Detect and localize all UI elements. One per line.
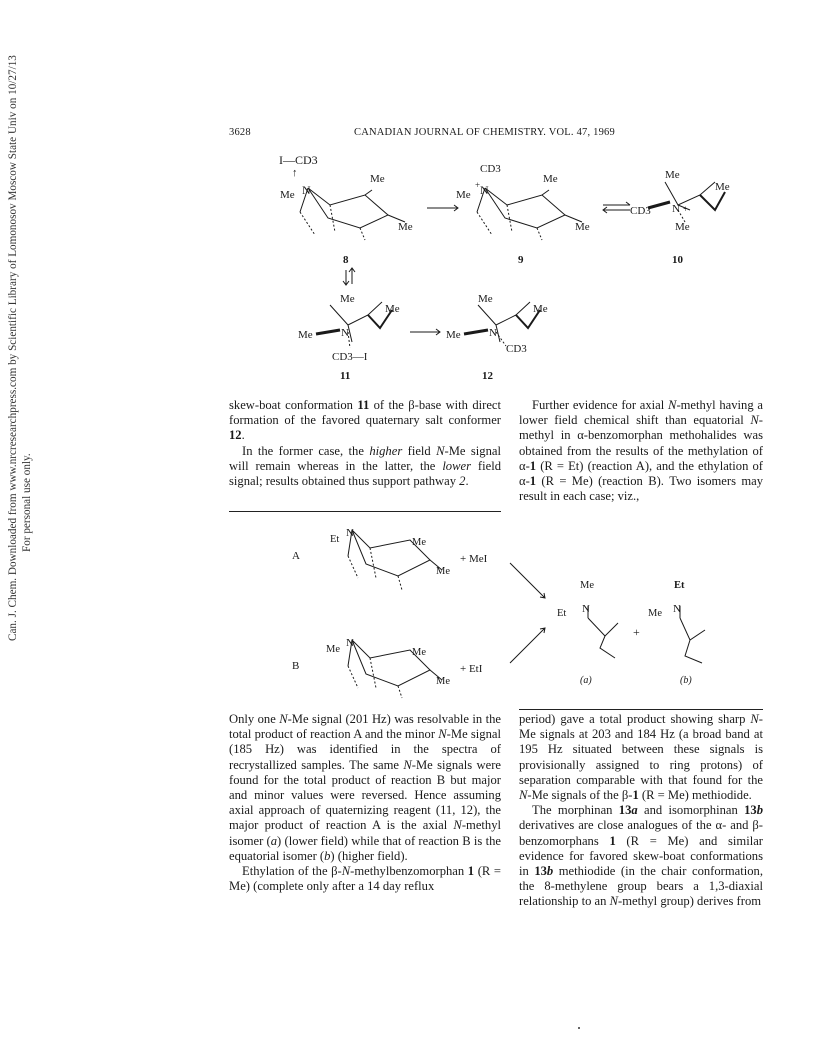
- product-a-label: (a): [580, 675, 592, 686]
- right-col-2-p2-run-1: 13: [618, 803, 632, 818]
- left-col-1-p2-run-8: .: [465, 474, 469, 489]
- label-n-8: N: [302, 183, 311, 197]
- left-top-p1: [229, 398, 501, 444]
- left-col-2-p1-run-2: -Me signal (201 Hz) was resolvable in the total product of reaction A and the minor: [229, 712, 501, 742]
- left-column-top: [229, 398, 501, 489]
- right-col-2-p2-run-5: b: [756, 803, 763, 818]
- label-me-9: Me: [456, 189, 471, 201]
- left-col-2-p2-run-4: (R = Me) (complete only after a 14 day reflux: [229, 864, 501, 894]
- label-me-a2: Me: [436, 566, 450, 577]
- label-plus-eti: + EtI: [460, 663, 483, 675]
- label-me-a1: Me: [412, 537, 426, 548]
- right-col-2-p2-run-0: The morphinan: [532, 803, 619, 818]
- right-col-1-p1-run-3: N: [750, 413, 759, 428]
- label-cd3-i-11: CD3—I: [332, 351, 368, 363]
- label-cd3-9: CD3: [480, 163, 501, 175]
- label-me-pa: Me: [580, 580, 594, 591]
- right-col-2-p1-run-2: -Me signals at 203 and 184 Hz (a broad band at 195 Hz situated between these signals is provisionally assigned to ring protons) of separation comparable with that found for the: [519, 712, 763, 787]
- right-col-1-p1-run-0: Further evidence for axial: [532, 398, 669, 412]
- left-col-1-p2-run-3: N: [436, 443, 445, 458]
- left-col-1-p2-run-2: field: [402, 443, 437, 458]
- label-me-10: Me: [665, 169, 680, 181]
- compound-10: 10: [672, 254, 683, 266]
- left-col-1-p2-run-0: In the former case, the: [242, 443, 370, 458]
- left-col-2-p1-run-9: a: [270, 833, 278, 848]
- watermark-svg: [2, 55, 46, 660]
- compound-12: 12: [482, 370, 493, 382]
- right-col-2-p1-run-4: -Me signals of the β-: [527, 788, 633, 803]
- label-cd3-10: CD3: [630, 205, 651, 217]
- right-col-2-p2-run-7: 1: [609, 833, 616, 848]
- label-me-8c: Me: [398, 221, 413, 233]
- label-et-a: Et: [330, 534, 340, 545]
- label-n-11: N: [341, 327, 349, 339]
- right-col-2-p2-run-8: (R = Me) and similar evidence for favored skew-boat conformations in: [519, 833, 763, 879]
- left-col-2-p2-run-3: 1: [467, 864, 475, 879]
- label-me-11b: Me: [385, 303, 400, 315]
- compound-11: 11: [340, 370, 351, 382]
- left-column-bottom: [229, 712, 501, 894]
- right-bottom-p1: [519, 712, 763, 803]
- label-et-pb: Et: [674, 580, 685, 591]
- left-col-2-p1-run-4: -Me signal (185 Hz) was identified in the spectra of recrystallized samples. The same: [229, 727, 501, 772]
- journal-title: CANADIAN JOURNAL OF CHEMISTRY. VOL. 47, 1969: [354, 127, 615, 138]
- right-col-2-p2-run-9: 13: [534, 864, 547, 879]
- compound-8: 8: [343, 254, 349, 266]
- left-col-2-p1-run-3: N: [438, 727, 447, 742]
- scheme-1-svg: [270, 150, 740, 385]
- right-top-p1: [519, 398, 763, 504]
- left-col-2-p1-run-5: N: [403, 757, 412, 772]
- right-col-1-p1-run-7: 1: [529, 474, 537, 489]
- right-col-2-p1-run-0: period) gave a total product showing sharp: [519, 712, 751, 726]
- label-n-pa: N: [582, 603, 590, 615]
- label-me-9b: Me: [543, 173, 558, 185]
- download-watermark: [2, 55, 46, 660]
- label-n-10: N: [672, 203, 680, 215]
- right-col-2-p2-run-10: b: [546, 864, 554, 879]
- left-bottom-p1: [229, 712, 501, 864]
- label-me-12: Me: [478, 293, 493, 305]
- right-col-1-p1-run-4: -methyl in α-benzomorphan methohalides was obtained from the results of the methylation of α-: [519, 413, 763, 473]
- label-plus-10: +: [683, 204, 689, 214]
- right-column-top: [519, 398, 763, 504]
- scheme-2-bottom-rule: [519, 709, 763, 710]
- label-plus-mei: + MeI: [460, 553, 488, 565]
- right-col-2-p2-run-12: N: [609, 894, 618, 909]
- left-col-2-p1-run-10: ) (lower field) while that of reaction B is the equatorial isomer (: [229, 833, 501, 863]
- right-col-1-p1-run-2: -methyl having a lower field chemical shift than equatorial: [519, 398, 763, 428]
- label-n-b: N: [346, 637, 354, 649]
- right-col-1-p1-run-6: (R = Et) (reaction A), and the ethylation of α-: [519, 458, 763, 489]
- compound-9: 9: [518, 254, 524, 266]
- left-col-1-p2-run-7: 2: [459, 474, 466, 489]
- label-plus-9: +: [475, 180, 481, 190]
- running-header: [229, 127, 769, 143]
- label-n-pb: N: [673, 603, 681, 615]
- label-up-arrow: ↑: [292, 167, 298, 179]
- label-me-8b: Me: [370, 173, 385, 185]
- label-me-10c: Me: [675, 221, 690, 233]
- left-col-1-p1-run-4: .: [241, 428, 245, 443]
- left-col-2-p1-run-8: -methyl isomer (: [229, 818, 501, 848]
- right-bottom-p2: [519, 803, 763, 909]
- label-cd3-12: CD3: [506, 343, 527, 355]
- left-col-1-p1-run-0: skew-boat conformation: [229, 398, 358, 412]
- right-col-1-p1-run-8: (R = Me) (reaction B). Two isomers may result in each case; viz.,: [519, 474, 763, 504]
- label-et-pa: Et: [557, 608, 567, 619]
- scheme-2-top-rule: [229, 511, 501, 512]
- left-col-1-p2-run-5: lower: [442, 458, 471, 473]
- right-col-1-p1-run-1: N: [668, 398, 677, 412]
- label-me-10b: Me: [715, 181, 730, 193]
- left-col-1-p2-run-4: -Me signal will remain whereas in the latter, the: [229, 443, 501, 473]
- right-col-2-p1-run-5: 1: [632, 788, 639, 803]
- left-col-1-p1-run-2: of the β-base with direct formation of the favored quaternary salt conformer: [229, 398, 501, 428]
- print-speck: [578, 1027, 580, 1029]
- left-col-2-p1-run-7: N: [453, 818, 462, 833]
- reaction-b-label: B: [292, 660, 300, 672]
- label-me-b2: Me: [436, 676, 450, 687]
- right-col-1-p1-run-5: 1: [529, 458, 537, 473]
- left-col-1-p1-run-3: 12: [229, 428, 242, 443]
- left-col-2-p1-run-1: N: [279, 712, 288, 726]
- label-n-a: N: [346, 527, 354, 539]
- right-col-2-p1-run-1: N: [750, 712, 759, 726]
- right-col-2-p2-run-11: methiodide (in the chair conformation, the 8-methylene group bears a 1,3-diaxial relationship to an: [519, 864, 763, 909]
- left-col-2-p2-run-2: -methylbenzomorphan: [350, 864, 468, 879]
- left-col-2-p2-run-1: N: [341, 864, 351, 879]
- product-b-label: (b): [680, 675, 692, 686]
- right-col-2-p2-run-13: -methyl group) derives from: [618, 894, 762, 909]
- label-i-cd3: I—CD3: [279, 153, 318, 167]
- left-col-1-p2-run-1: higher: [369, 443, 403, 458]
- right-col-2-p2-run-3: and isomorphinan: [637, 803, 745, 818]
- label-me-9c: Me: [575, 221, 590, 233]
- watermark-line-1: Can. J. Chem. Downloaded from www.nrcresearchpress.com by Scientific Library of Lomonosov Moscow State Univ on 10/27/13: [7, 55, 19, 641]
- left-col-2-p2-run-0: Ethylation of the β-: [242, 864, 342, 879]
- right-column-bottom: [519, 712, 763, 910]
- right-col-2-p2-run-6: derivatives are close analogues of the α- and β-benzomorphans: [519, 818, 763, 848]
- left-col-2-p1-run-12: ) (higher field).: [330, 848, 408, 863]
- scheme-2-svg: [270, 518, 750, 698]
- watermark-line-2: For personal use only.: [21, 453, 33, 552]
- scheme-2: [270, 518, 750, 698]
- label-me-pb: Me: [648, 608, 662, 619]
- left-col-2-p1-run-0: Only one: [229, 712, 280, 726]
- left-col-1-p1-run-1: 11: [357, 398, 370, 412]
- left-col-2-p1-run-11: b: [324, 848, 331, 863]
- left-bottom-p2: [229, 864, 501, 894]
- label-me-11c: Me: [298, 329, 313, 341]
- scheme-1: [270, 150, 740, 385]
- reaction-a-label: A: [292, 550, 300, 562]
- right-col-2-p1-run-6: (R = Me) methiodide.: [638, 788, 752, 803]
- left-col-2-p1-run-6: -Me signals were found for the total product of reaction B but major and minor values were reversed. Hence assuming axial approach of quaternizing reagent (11, 12), the major product of reaction A is the axial: [229, 757, 502, 833]
- label-me-b0: Me: [326, 644, 340, 655]
- label-plus-products: +: [633, 625, 640, 639]
- right-col-2-p2-run-4: 13: [744, 803, 757, 818]
- right-col-2-p2-run-2: a: [631, 803, 638, 818]
- label-n-9: N: [480, 183, 489, 197]
- label-me-11: Me: [340, 293, 355, 305]
- left-col-1-p2-run-6: field signal; results obtained thus support pathway: [229, 458, 501, 489]
- page-number: 3628: [229, 127, 251, 138]
- label-me-8: Me: [280, 189, 295, 201]
- label-me-12b: Me: [533, 303, 548, 315]
- label-me-12c: Me: [446, 329, 461, 341]
- left-top-p2: [229, 444, 501, 490]
- label-n-12: N: [489, 327, 497, 339]
- right-col-2-p1-run-3: N: [519, 788, 528, 803]
- label-me-b1: Me: [412, 647, 426, 658]
